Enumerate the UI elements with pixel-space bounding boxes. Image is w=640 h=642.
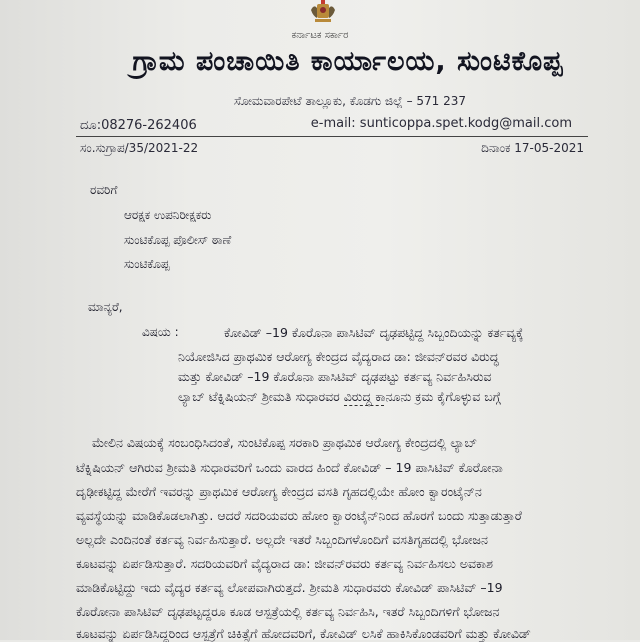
subject-line: ಲ್ಯಾಬ್ ಟೆಕ್ನಿಷಿಯನ್ ಶ್ರೀಮತಿ ಸುಧಾರವರ ವಿರುದ್ಧ ಕಾನೂನು ಕ್ರಮ ಕೈಗೊಳ್ಳುವ ಬಗ್ಗೆ [178,389,501,404]
government-label: ಕರ್ನಾಟಕ ಸರ್ಕಾರ [291,30,349,41]
body-line: ಮೇಲಿನ ವಿಷಯಕ್ಕೆ ಸಂಬಂಧಿಸಿದಂತೆ, ಸುಂಟಿಕೊಪ್ಪ ಸರಕಾರಿ ಪ್ರಾಥಮಿಕ ಆರೋಗ್ಯ ಕೇಂದ್ರದಲ್ಲಿ ಲ್ಯಾಬ್ [92,435,478,450]
reference-number: ಸಂ.ಸುಗ್ರಾಪ/35/2021-22 [80,141,199,155]
subject-line: ಕೋವಿಡ್ –19 ಕೊರೊನಾ ಪಾಸಿಟಿವ್ ದೃಢಪಟ್ಟಿದ್ದ ಸಿಬ್ಬಂದಿಯನ್ನು ಕರ್ತವ್ಯಕ್ಕೆ [224,325,524,340]
office-address: ಸೋಮವಾರಪೇಟೆ ತಾಲ್ಲೂಕು, ಕೊಡಗು ಜಿಲ್ಲೆ – 571 237 [233,94,467,108]
letter-date: ದಿನಾಂಕ 17-05-2021 [481,141,584,155]
subject-line: ಮತ್ತು ಕೋವಿಡ್ –19 ಕೊರೊನಾ ಪಾಸಿಟಿವ್ ದೃಢಪಟ್ಟು ಕರ್ತವ್ಯ ನಿರ್ವಹಿಸಿರುವ [178,369,492,384]
body-line: ವ್ಯವಸ್ಥೆಯನ್ನು ಮಾಡಿಕೊಡಲಾಗಿತ್ತು. ಆದರೆ ಸದರಿಯವರು ಹೋಂ ಕ್ವಾರಂಟೈನ್‌ನಿಂದ ಹೊರಗೆ ಬಂದು ಸುತ್ತಾಡುತ್ತಾರೆ [76,508,522,523]
addressee-line: ಆರಕ್ಷಕ ಉಪನಿರೀಕ್ಷಕರು [124,208,212,222]
email-address: e-mail: sunticoppa.spet.kodg@mail.com [310,116,572,131]
body-line: ಟೆಕ್ನಿಷಿಯನ್ ಆಗಿರುವ ಶ್ರೀಮತಿ ಸುಧಾರವರಿಗೆ ಒಂದು ವಾರದ ಹಿಂದೆ ಕೋವಿಡ್ – 19 ಪಾಸಿಟಿವ್ ಕೊರೋನಾ [76,460,503,475]
subject-separator [344,405,384,406]
subject-label: ವಿಷಯ : [142,325,179,339]
addressee-label: ರವರಿಗೆ [90,183,118,197]
body-line: ಕೂಟವನ್ನು ಏರ್ಪಡಿಸಿದ್ದರಿಂದ ಆಸ್ಪತ್ರೆಗೆ ಚಿಕಿತ್ಸೆಗೆ ಹೋದವರಿಗೆ, ಕೋವಿಡ್ ಲಸಿಕೆ ಹಾಕಿಸಿಕೊಂಡವರಿಗೆ ಮತ್ತು ಕೋವಿಡ್ [76,626,531,641]
phone-number: ದೂ:08276-262406 [80,118,197,133]
subject-line: ನಿಯೋಜಿಸಿದ ಪ್ರಾಥಮಿಕ ಆರೋಗ್ಯ ಕೇಂದ್ರದ ವೈದ್ಯರಾದ ಡಾ: ಜೀವನ್‌ರವರ ವಿರುದ್ಧ [178,349,499,364]
body-line: ದೃಢೀಕಟ್ಟಿದ್ದ ಮೇರೆಗೆ ಇವರನ್ನು ಪ್ರಾಥಮಿಕ ಆರೋಗ್ಯ ಕೇಂದ್ರದ ವಸತಿ ಗೃಹದಲ್ಲಿಯೇ ಹೋಂ ಕ್ವಾರಂಟೈನ್‌ನ [76,484,482,499]
body-line: ಕೂಟವನ್ನು ಏರ್ಪಡಿಸುತ್ತಾರೆ. ಸದರಿಯವರಿಗೆ ವೈದ್ಯರಾದ ಡಾ: ಜೀವನ್‌ರವರು ಕರ್ತವ್ಯ ನಿರ್ವಹಿಸಲು ಅವಕಾಶ [76,556,493,571]
header-divider [76,136,588,137]
office-title: ಗ್ರಾಮ ಪಂಚಾಯಿತಿ ಕಾರ್ಯಾಲಯ, ಸುಂಟಿಕೊಪ್ಪ [132,46,564,77]
state-emblem-icon [308,0,338,24]
addressee-line: ಸುಂಟಿಕೊಪ್ಪ [124,257,170,271]
body-line: ಅಲ್ಲದೇ ಎಂದಿನಂತೆ ಕರ್ತವ್ಯ ನಿರ್ವಹಿಸುತ್ತಾರೆ. ಅಲ್ಲದೇ ಇತರೆ ಸಿಬ್ಬಂದಿಗಳೊಂದಿಗೆ ವಸತಿಗೃಹದಲ್ಲಿ ಭೋಜನ [76,532,488,547]
salutation: ಮಾನ್ಯರೆ, [88,300,123,314]
body-line: ಮಾಡಿಕೊಟ್ಟಿದ್ದು ಇದು ವೈದ್ಯರ ಕರ್ತವ್ಯ ಲೋಪವಾಗಿರುತ್ತದೆ. ಶ್ರೀಮತಿ ಸುಧಾರವರು ಕೋವಿಡ್ ಪಾಸಿಟಿವ್ –19 [76,580,503,595]
addressee-line: ಸುಂಟಿಕೊಪ್ಪ ಪೊಲೀಸ್ ಠಾಣೆ [124,233,232,247]
body-line: ಕೊರೋನಾ ಪಾಸಿಟಿವ್ ದೃಢಪಟ್ಟದ್ದರೂ ಕೂಡ ಆಸ್ಪತ್ರೆಯಲ್ಲಿ ಕರ್ತವ್ಯ ನಿರ್ವಹಿಸಿ, ಇತರೆ ಸಿಬ್ಬಂದಿಗಳಿಗೆ ಭೋಜನ [76,604,500,619]
